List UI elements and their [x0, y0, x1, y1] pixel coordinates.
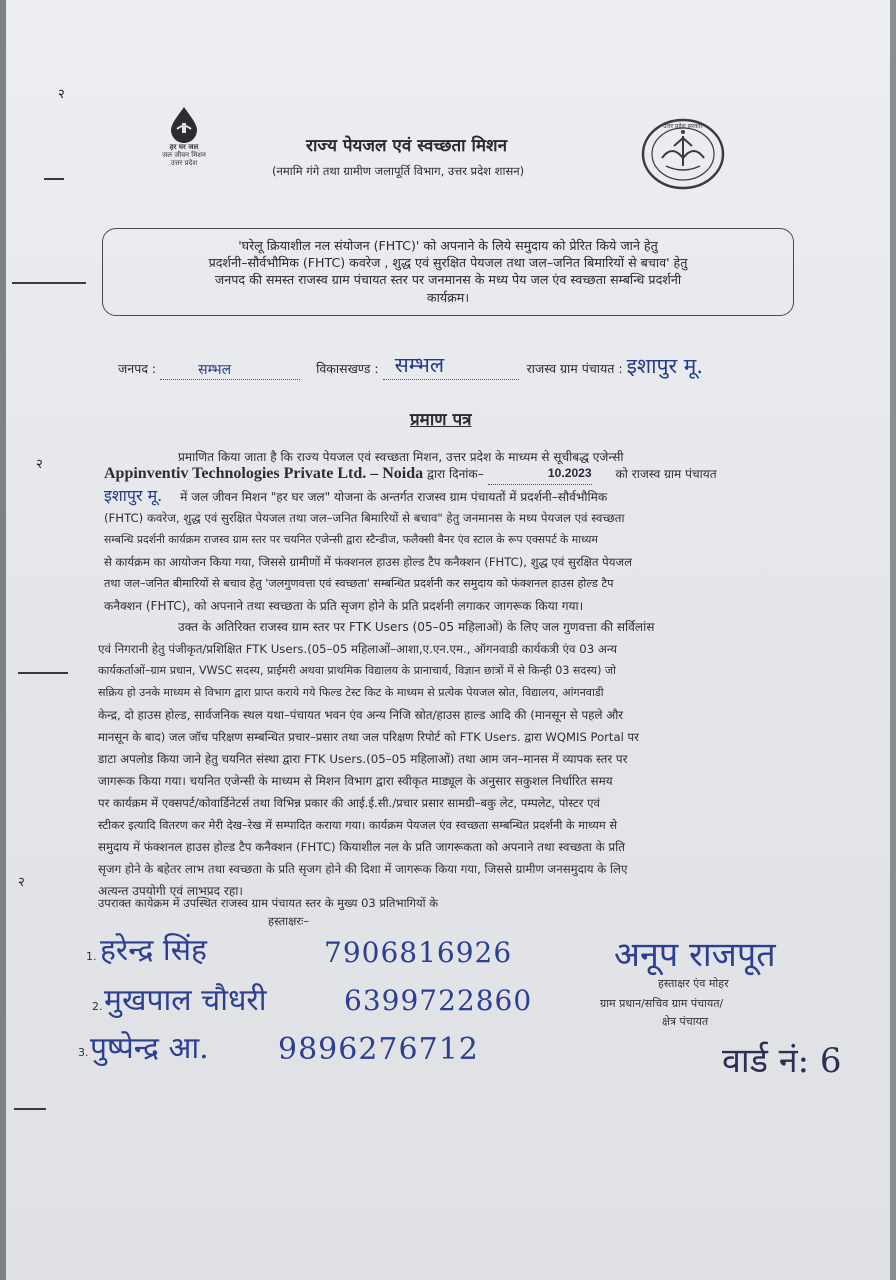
authority-caption-2: ग्राम प्रधान/सचिव ग्राम पंचायत/ [600, 997, 724, 1010]
para2-line-1: उक्त के अतिरिक्त राजस्व ग्राम स्तर पर FTK Users (05–05 महिलाओं) के लिए जल गुणवत्ता की सर्विलांस [178, 620, 655, 634]
para2-line-6: मानसून के बाद) जल जॉच परिक्षण सम्बन्धित प्रचार–प्रसार तथा जल परिक्षण रिपोर्ट को FTK Users. द्वारा WQMIS Portal पर [98, 730, 639, 744]
para2-line-9: पर कार्यक्रम में एक्सपर्ट/कोवार्डिनेटर्स तथा विभिन्न प्रकार की आई.ई.सी./प्रचार प्रसार सामग्री–बकु लेट, पम्पलेट, पोस्टर एवं [98, 796, 600, 810]
para1-line-3: इशापुर मू. में जल जीवन मिशन "हर घर जल" योजना के अन्तर्गत राजस्व ग्राम पंचायतों में प्रदर्शनी–सौर्वभौमिक [104, 486, 608, 505]
district-label: जनपद : [118, 361, 157, 376]
gp-value: इशापुर मू. [626, 354, 704, 378]
location-fields [118, 351, 703, 380]
participant-phone: 6399722860 [344, 984, 533, 1017]
margin-mark: २ [36, 457, 43, 472]
photo-edge-right [890, 0, 896, 1280]
para2-line-11: समुदाय में फंक्शनल हाउस होल्ड टैप कनैक्शन (FHTC) कियाशील नल के प्रति जागरूकता को अपनाने तथा स्वच्छता के प्रति [98, 840, 625, 854]
para1-gp-suffix: को राजस्व ग्राम पंचायत [615, 467, 717, 481]
participant-number: 3. [78, 1046, 89, 1059]
authority-caption-3: क्षेत्र पंचायत [662, 1015, 709, 1028]
margin-dash [18, 672, 68, 674]
para1-line-4: (FHTC) कवरेज, शुद्ध एवं सुरक्षित पेयजल तथा जल–जनित बिमारियों से बचाव" हेतु जनमानस के मध्य पेयजल एवं स्वच्छता [104, 511, 625, 525]
para1-date-prefix: द्वारा दिनांक– [427, 467, 484, 481]
participants-intro: उपराक्त कायेक्रम में उपस्थित राजस्व ग्राम पंचायत स्तर के मुख्य 03 प्रतिभागियों के [98, 896, 439, 910]
para2-line-12: सृजग होने के बहेतर लाभ तथा स्वच्छता के प्रति सृजग होने की दिशा में जागरूक किया गया, जिससे ग्रामीण जनसमुदाय के लिए [98, 862, 628, 876]
district-value: सम्भल [198, 362, 232, 378]
program-date: 10.2023 [547, 466, 592, 480]
page-subtitle: (नमामि गंगे तथा ग्रामीण जलापूर्ति विभाग, उत्तर प्रदेश शासन) [272, 164, 525, 178]
logo-text-3: उत्तर प्रदेश [170, 159, 198, 167]
water-drop-icon [165, 105, 203, 143]
ward-note: वार्ड नं: 6 [722, 1041, 842, 1081]
logo-text-1: हर घर जल [169, 143, 199, 151]
para1-line-1: प्रमाणित किया जाता है कि राज्य पेयजल एवं स्वच्छता मिशन, उत्तर प्रदेश के माध्यम से सूचीबद्ध एजेन्सी [178, 450, 624, 464]
block-value: सम्भल [394, 353, 445, 377]
participants-sig-label: हस्ताक्षरः– [268, 914, 310, 928]
certificate-title: प्रमाण पत्र [410, 410, 472, 430]
para1-line-8: कनैक्शन (FHTC), को अपनाने तथा स्वच्छता के प्रति सृजग होने के प्रति प्रदर्शनी लगाकर जागरूक किया गया। [104, 599, 584, 613]
para1-line-2 [104, 462, 717, 485]
seal-text: उत्तर प्रदेश सरकार [663, 123, 703, 130]
block-field [383, 351, 519, 380]
program-banner [102, 228, 794, 316]
participant-phone: 9896276712 [278, 1032, 479, 1067]
participant-name: हरेन्द्र सिंह [100, 933, 207, 968]
agency-name: Appinventiv Technologies Private Ltd. – Noida [104, 465, 424, 482]
para1-line-7: तथा जल–जनित बीमारियों से बचाव हेतु 'जलगुणवत्ता एवं स्वच्छता' सम्बन्धित प्रदर्शनी कर समुदाय को फंक्शनल हाउस होल्ड टैप [104, 577, 614, 590]
participant-phone: 7906816926 [324, 936, 513, 969]
para2-line-4: सक्रिय हो उनके माध्यम से विभाग द्वारा प्राप्त कराये गये फिल्ड टेस्ट किट के माध्यम से प्रत्येक पेयजल स्रोत, विद्यालय, आंगनवाडी [98, 686, 604, 699]
para1-line-6: से कार्यक्रम का आयोजन किया गया, जिससे ग्रामीणों में फंक्शनल हाउस होल्ड टैप कनैक्शन (FHTC), शुद्ध एवं सुरक्षित पेयजल [104, 555, 632, 569]
authority-signature: अनूप राजपूत [614, 935, 776, 975]
gp-label: राजस्व ग्राम पंचायत : [526, 361, 623, 376]
banner-line-4: कार्यक्रम। [426, 290, 470, 305]
para2-line-7: डाटा अपलोड किया जाने हेतु चयनित संस्था द्वारा FTK Users.(05–05 महिलाओं) तथा आम जन–मानस में व्यापक स्तर पर [98, 752, 628, 766]
para2-line-2: एवं निगरानी हेतु पंजीकृत/प्रशिक्षित FTK Users.(05–05 महिलाओं–आशा,ए.एन.एम., ऑगनवाडी कार्यकत्री एंव 03 अन्य [98, 642, 618, 656]
date-field [488, 462, 592, 485]
banner-line-2: प्रदर्शनी–सौर्वभौमिक (FHTC) कवरेज , शुद्ध एवं सुरक्षित पेयजल तथा जल–जनित बिमारियों से बचाव' हेतु [208, 255, 688, 270]
para2-line-5: केन्द्र, दो हाउस होल्ड, सार्वजनिक स्थल यथा–पंचायत भवन एंव अन्य निजि स्रोत/हाउस हाल्ड आदि की (मानसून से पहले और [98, 708, 624, 722]
margin-dash [14, 1108, 46, 1110]
district-field [160, 360, 300, 380]
gp-handwritten: इशापुर मू. [104, 486, 163, 505]
margin-mark: २ [58, 87, 65, 102]
har-ghar-jal-logo [154, 105, 214, 167]
block-label: विकासखण्ड : [316, 361, 379, 376]
page-title: राज्य पेयजल एवं स्वच्छता मिशन [306, 136, 508, 156]
banner-line-3: जनपद की समस्त राजस्व ग्राम पंचायत स्तर पर जनमानस के मध्य पेय जल एंव स्वच्छता सम्बन्धि प्रदर्शनी [214, 272, 682, 287]
document-sheet [6, 0, 890, 1280]
up-government-seal [640, 118, 726, 190]
authority-caption-1: हस्ताक्षर एंव मोहर [658, 977, 729, 990]
participant-name: मुखपाल चौधरी [104, 983, 267, 1018]
logo-text-2: जल जीवन मिशन [162, 151, 206, 159]
margin-dash [12, 282, 86, 284]
participant-number: 2. [92, 1000, 103, 1013]
para1-line-5: सम्बन्धि प्रदर्शनी कार्यक्रम राजस्व ग्राम स्तर पर चयनित एजेन्सी द्वारा स्टैन्डीज, फलैक्सी बैनर एंव स्टाल के रूप एक्सपर्ट के माध्यम [104, 533, 598, 546]
participant-number: 1. [86, 950, 97, 963]
margin-mark: २ [18, 875, 25, 890]
para2-line-8: जागरूक किया गया। चयनित एजेन्सी के माध्यम से मिशन विभाग द्वारा स्वीकृत माड्यूल के अनुसार सकुशल निर्धारित समय [98, 774, 613, 788]
margin-dash [44, 178, 64, 180]
para2-line-13: अत्यन्त उपयोगी एवं लाभप्रद रहा। [98, 884, 243, 898]
participant-name: पुष्पेन्द्र आ. [90, 1031, 209, 1066]
para2-line-10: स्टीकर इत्यादि वितरण कर मेरी देख–रेख में सम्पादित कराया गया। कार्यक्रम पेयजल एंव स्वच्छता सम्बन्धित प्रदर्शनी के माध्यम से [98, 818, 618, 832]
banner-line-1: 'घरेलू क्रियाशील नल संयोजन (FHTC)' को अपनाने के लिये समुदाय को प्रेरित किये जाने हेतु [238, 238, 658, 253]
para2-line-3: कार्यकर्ताओं–ग्राम प्रधान, VWSC सदस्य, प्राईमरी अथवा प्राथमिक विद्यालय के प्रानाचार्य, विज्ञान छात्रों में से किन्ही 03 सदस्य) जो [98, 664, 617, 677]
